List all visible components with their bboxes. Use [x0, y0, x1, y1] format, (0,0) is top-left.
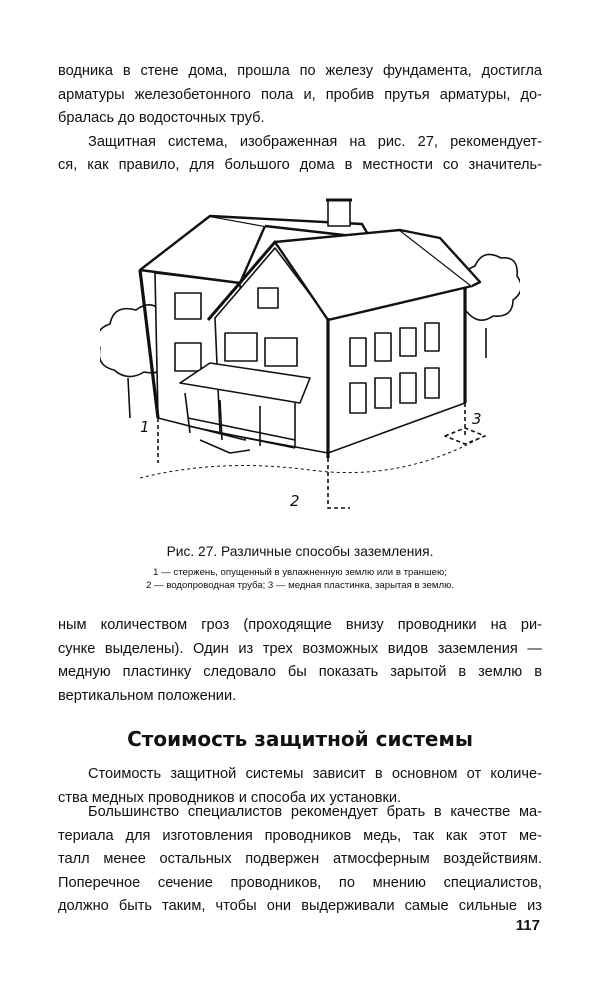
- text-line: Стоимость защитной системы зависит в основном от количе-: [88, 766, 542, 782]
- section-heading: Стоимость защитной системы: [127, 727, 473, 751]
- text-line: вертикальном положении.: [58, 687, 237, 704]
- text-line: сунке выделены). Один из трех возможных видов заземления —: [58, 640, 542, 657]
- text-line: бралась до водосточных труб.: [58, 110, 265, 127]
- water-pipe-2: [328, 458, 350, 508]
- text-line: Поперечное сечение проводников, по мнению специалистов,: [58, 874, 542, 891]
- label-3: 3: [472, 410, 482, 428]
- caption-note: 2 — водопроводная труба; 3 — медная пластинка, зарытая в землю.: [146, 580, 454, 591]
- figure-caption: Рис. 27. Различные способы заземления.: [166, 544, 434, 559]
- paragraph-2: [58, 614, 542, 708]
- text-line: Большинство специалистов рекомендует брать в качестве ма-: [88, 804, 542, 820]
- text-line: ся, как правило, для большого дома в местности со значитель-: [58, 157, 542, 174]
- text-line: Защитная система, изображенная на рис. 27, рекомендует-: [88, 133, 542, 150]
- text-line: должно быть таким, чтобы они выдерживали самые сильные из: [58, 898, 542, 915]
- paragraph-1: [58, 60, 542, 178]
- text-line: ства медных проводников и способа их установки.: [58, 789, 402, 806]
- text-line: ным количеством гроз (проходящие внизу проводники на ри-: [58, 617, 542, 633]
- caption-note: 1 — стержень, опущенный в увлажненную землю или в траншею;: [153, 567, 447, 578]
- text-line: водника в стене дома, прошла по железу фундамента, достигла: [58, 63, 542, 79]
- page-number: 117: [515, 917, 540, 934]
- text-line: териала для изготовления проводников медь, так как этот ме-: [58, 827, 542, 844]
- figure-caption-notes: [58, 566, 542, 592]
- text-line: медную пластинку следовало бы показать зарытой в землю в: [58, 664, 542, 681]
- paragraph-4: [58, 801, 542, 919]
- label-2: 2: [290, 492, 300, 510]
- label-1: 1: [140, 418, 150, 436]
- chimney: [328, 200, 350, 226]
- text-line: талл менее остальных подвержен атмосферным воздействиям.: [58, 851, 542, 868]
- text-line: арматуры железобетонного пола и, пробив прутья арматуры, до-: [58, 86, 542, 103]
- house-grounding-illustration: [100, 178, 520, 518]
